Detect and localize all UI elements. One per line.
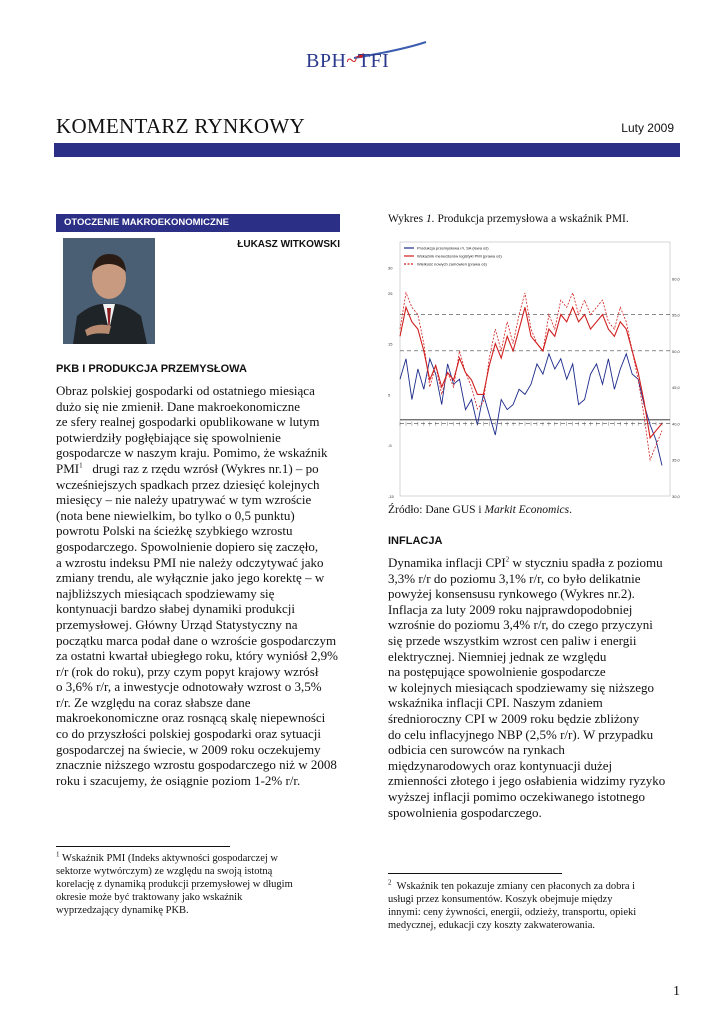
body-line: a wzrostu indeksu PMI nie należy odczytywać jako xyxy=(56,554,324,570)
body-line: gospodarczej na świecie, w 2009 roku oczekujemy xyxy=(56,741,321,757)
chart-caption xyxy=(388,213,629,225)
footnote-line: Wskaźnik ten pokazuje zmiany cen płaconych za dobra i xyxy=(396,881,636,892)
author-name: ŁUKASZ WITKOWSKI xyxy=(237,239,340,250)
left-tick-label: 5 xyxy=(388,392,391,398)
body-line: wskaźnika inflacji CPI. Naszym zdaniem xyxy=(388,695,603,711)
body-line: ze sfery realnej gospodarki opublikowane w lutym xyxy=(56,414,320,430)
page-title: KOMENTARZ RYNKOWY xyxy=(56,114,305,138)
footnote-divider xyxy=(388,873,562,874)
body-line: elektrycznej. Niemniej jednak ze względu xyxy=(388,648,607,664)
body-line: gospodarcze w naszym kraju. Pomimo, że wskaźnik xyxy=(56,445,328,461)
body-line: do celu inflacyjnego NBP (2,5% r/r). W przypadku xyxy=(388,726,654,742)
footnote-num: 1 xyxy=(56,850,60,859)
footnote-ref-1: 1 xyxy=(79,461,83,470)
body-line: co do przyszłości polskiej gospodarki oraz sytuacji xyxy=(56,726,321,742)
plot-area xyxy=(400,242,670,496)
bph-tfi-logo: BPH~TFI xyxy=(298,40,430,84)
right-tick-label: 35,0 xyxy=(672,457,680,463)
body-line: za ostatni kwartał ubiegłego roku, który wyniósł 2,9% xyxy=(56,648,338,664)
footnote-line: Wskaźnik PMI (Indeks aktywności gospodarczej w xyxy=(61,853,279,864)
chart-production-pmi xyxy=(386,236,686,502)
body-line: miesięcy – nie należy upatrywać w tym wzroście xyxy=(56,492,312,508)
body-line: powrotu Polski na ścieżkę szybkiego wzrostu xyxy=(56,523,293,539)
body-line: najbliższych miesiącach spodziewamy się xyxy=(56,585,275,601)
body-line: r/r (rok do roku), przy czym popyt krajowy wzrósł xyxy=(56,663,319,679)
pmi-word: PMI xyxy=(56,460,80,476)
series-line xyxy=(400,293,662,460)
source-suffix: . xyxy=(569,504,572,516)
author-portrait-icon xyxy=(63,238,155,344)
footnote-line: innymi: ceny żywności, energii, odzieży, transportu, opieki xyxy=(388,907,637,918)
legend-label: Wskaźnik menedżerów logistyki PMI (prawa oś) xyxy=(417,253,502,259)
body-line-text: w styczniu spadła z poziomu xyxy=(512,555,663,570)
body-line: się przede wszystkim wzrost cen paliw i energii xyxy=(388,632,637,648)
legend-label: Wielkość nowych zamówień (prawa oś) xyxy=(417,261,487,267)
source-prefix: Źródło: Dane GUS i xyxy=(388,504,485,516)
inflacja-heading: INFLACJA xyxy=(388,535,443,547)
body-line: przemysłowej. Główny Urząd Statystyczny na xyxy=(56,616,298,632)
right-tick-label: 40,0 xyxy=(672,421,680,427)
body-line: Obraz polskiej gospodarki od ostatniego miesiąca xyxy=(56,383,315,398)
body-line: wzrośnie do poziomu 3,4% r/r, do czego przyczyni xyxy=(388,617,653,633)
body-line-text: drugi raz z rzędu wzrósł (Wykres nr.1) – po xyxy=(92,460,319,476)
body-line: makroekonomiczne oraz rosnącą skalę niepewności xyxy=(56,710,326,726)
pkb-heading: PKB I PRODUKCJA PRZEMYSŁOWA xyxy=(56,363,247,375)
footnote-line: korelację z dynamiką produkcji przemysłowej w długim xyxy=(56,879,293,890)
caption-text: Produkcja przemysłowa a wskaźnik PMI. xyxy=(434,213,629,225)
body-line: znacznie niższego wzrostu gospodarczego niż w 2008 xyxy=(56,757,337,773)
caption-prefix: Wykres xyxy=(388,213,426,225)
footnote-line: usługi przez konsumentów. Koszyk obejmuje między xyxy=(388,894,613,905)
footnote-1 xyxy=(56,852,340,917)
right-tick-label: 45,0 xyxy=(672,385,680,391)
chart-source xyxy=(388,504,572,516)
header-bar xyxy=(54,143,680,157)
footnote-ref-2: 2 xyxy=(505,555,510,564)
series-line xyxy=(400,354,662,466)
body-line: spowolnienia gospodarczego. xyxy=(388,804,542,820)
caption-number: 1. xyxy=(425,213,435,225)
author-photo xyxy=(63,238,155,344)
footnote-num: 2 xyxy=(388,878,392,887)
right-tick-label: 60,0 xyxy=(672,276,680,282)
inflacja-body xyxy=(388,555,679,820)
right-tick-label: 30,0 xyxy=(672,494,680,499)
footnote-line: sektorze wytwórczym) ze względu na swoją istotną xyxy=(56,866,273,877)
body-line-text: potwierdziły pogłębiające się spowolnienie xyxy=(56,429,281,445)
left-tick-label: 25 xyxy=(388,290,393,296)
body-line: powyżej konsensusu rynkowego (Wykres nr.2). xyxy=(388,586,635,602)
footnote-line: okresie może być traktowany jako wskaźnik xyxy=(56,892,243,903)
logo-text-bph: BPH xyxy=(306,50,347,72)
body-line: początku marca podał dane o wzroście gospodarczym xyxy=(56,632,337,648)
page-number: 1 xyxy=(673,984,680,999)
page-date: Luty 2009 xyxy=(621,121,674,135)
footnote-divider xyxy=(56,846,230,847)
legend-label: Produkcja przemysłowa r/r, SA (lewa oś) xyxy=(417,245,489,251)
body-line: międzynarodowych oraz kontynuacji dużej xyxy=(388,757,613,773)
body-line: Inflacja za luty 2009 roku najprawdopodobniej xyxy=(388,601,633,617)
left-tick-label: -5 xyxy=(388,443,392,449)
left-tick-label: 15 xyxy=(388,341,393,347)
footnote-line: wyprzedzający dynamikę PKB. xyxy=(56,905,189,916)
body-line: (nota bene niewielkim, bo tylko o 0,5 punktu) xyxy=(56,507,295,523)
body-line xyxy=(56,461,346,477)
source-italic: Markit Economics xyxy=(484,504,570,516)
body-line: o 3,6% r/r, a inwestycje odnotowały wzrost o 3,5% xyxy=(56,679,322,695)
right-tick-label: 50,0 xyxy=(672,348,680,354)
body-line: wyższej inflacji pomimo oczekiwanego istotnego xyxy=(388,788,646,804)
body-line: średnioroczny CPI w 2009 roku będzie zbliżony xyxy=(388,710,640,726)
section-label: OTOCZENIE MAKROEKONOMICZNE xyxy=(56,214,340,232)
logo-text-tfi: TFI xyxy=(357,50,390,72)
body-line: dużo się nie zmienił. Dane makroekonomiczne xyxy=(56,398,301,414)
body-line: zmiany trendu, ale wyłącznie jako jego korektę – w xyxy=(56,570,325,586)
body-line: roku i szacujemy, że osiągnie poziom 1-2% r/r. xyxy=(56,772,301,788)
footnote-line: medycznej, edukacji czy koszty zakwaterowania. xyxy=(388,920,595,931)
body-line xyxy=(56,430,346,446)
body-line: kontynuacji bardzo słabej dynamiki produkcji xyxy=(56,601,295,617)
body-line: zmienności złotego i jego osłabienia widzimy ryzyko xyxy=(388,773,666,789)
left-tick-label: -15 xyxy=(388,494,394,499)
body-line: r/r. Ze względu na coraz słabsze dane xyxy=(56,694,251,710)
footnote-2 xyxy=(388,880,680,932)
chart-svg xyxy=(386,236,686,502)
body-line: 3,3% r/r do poziomu 3,1% r/r, co było delikatnie xyxy=(388,570,641,586)
body-line: gospodarczego. Spowolnienie dopiero się zaczęło, xyxy=(56,538,319,554)
left-tick-label: 30 xyxy=(388,265,393,271)
body-line: w kolejnych miesiącach spodziewamy się niższego xyxy=(388,679,655,695)
body-line: wcześniejszych spadkach przez dziesięć kolejnych xyxy=(56,476,320,492)
pkb-body xyxy=(56,383,346,788)
body-line: odbicia cen surowców na rynkach xyxy=(388,742,565,758)
body-line: na postępujące spowolnienie gospodarcze xyxy=(388,664,606,680)
cpi-text: Dynamika inflacji CPI xyxy=(388,555,506,570)
right-tick-label: 55,0 xyxy=(672,312,680,318)
